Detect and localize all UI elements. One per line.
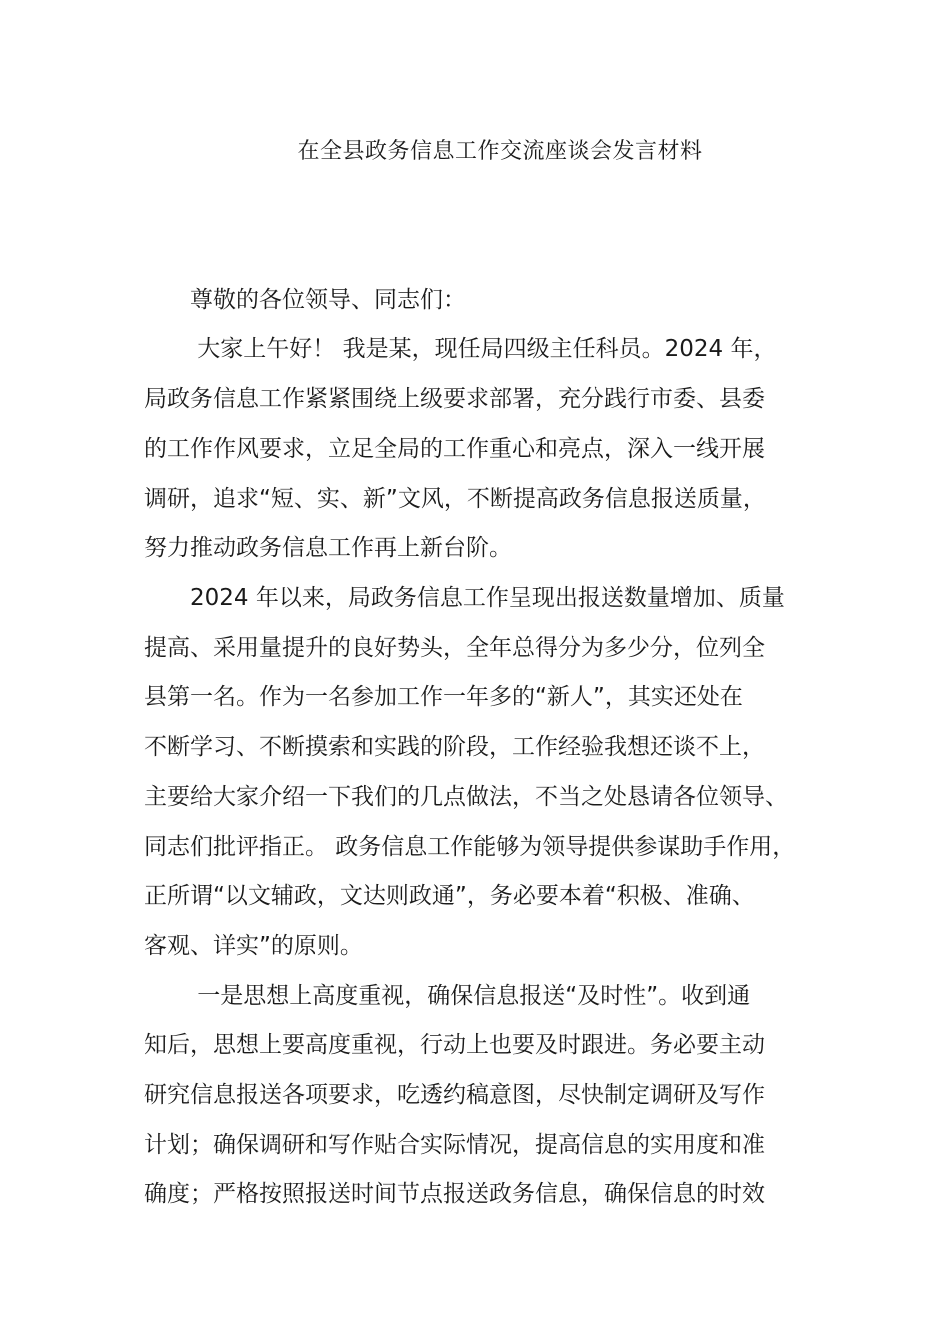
text-line-19: 确度；严格按照报送时间节点报送政务信息，确保信息的时效 — [144, 1181, 765, 1207]
text-line-10: 不断学习、不断摸索和实践的阶段，工作经验我想还谈不上， — [144, 734, 765, 760]
text-line-3: 局政务信息工作紧紧围绕上级要求部署，充分践行市委、县委 — [144, 386, 765, 412]
text-line-2: 大家上午好！ 我是某，现任局四级主任科员。2024 年， — [144, 336, 777, 362]
text-line-7: 2024 年以来，局政务信息工作呈现出报送数量增加、质量 — [144, 585, 785, 611]
text-line-13: 正所谓“以文辅政，文达则政通”，务必要本着“积极、准确、 — [144, 883, 755, 909]
text-line-6: 努力推动政务信息工作再上新台阶。 — [144, 535, 512, 561]
text-line-11: 主要给大家介绍一下我们的几点做法，不当之处恳请各位领导、 — [144, 784, 788, 810]
text-line-8: 提高、采用量提升的良好势头，全年总得分为多少分，位列全 — [144, 635, 765, 661]
text-line-4: 的工作作风要求，立足全局的工作重心和亮点，深入一线开展 — [144, 436, 765, 462]
text-line-18: 计划；确保调研和写作贴合实际情况，提高信息的实用度和准 — [144, 1132, 765, 1158]
text-line-15: 一是思想上高度重视，确保信息报送“及时性”。收到通 — [144, 983, 751, 1009]
text-line-12: 同志们批评指正。 政务信息工作能够为领导提供参谋助手作用， — [144, 834, 796, 860]
document-title: 在全县政务信息工作交流座谈会发言材料 — [297, 139, 703, 164]
text-line-1: 尊敬的各位领导、同志们： — [144, 287, 466, 313]
text-line-16: 知后，思想上要高度重视，行动上也要及时跟进。务必要主动 — [144, 1032, 765, 1058]
text-line-14: 客观、详实”的原则。 — [144, 933, 363, 959]
text-line-5: 调研，追求“短、实、新”文风，不断提高政务信息报送质量， — [144, 486, 766, 512]
text-line-9: 县第一名。作为一名参加工作一年多的“新人”，其实还处在 — [144, 684, 743, 710]
text-line-17: 研究信息报送各项要求，吃透约稿意图，尽快制定调研及写作 — [144, 1082, 765, 1108]
